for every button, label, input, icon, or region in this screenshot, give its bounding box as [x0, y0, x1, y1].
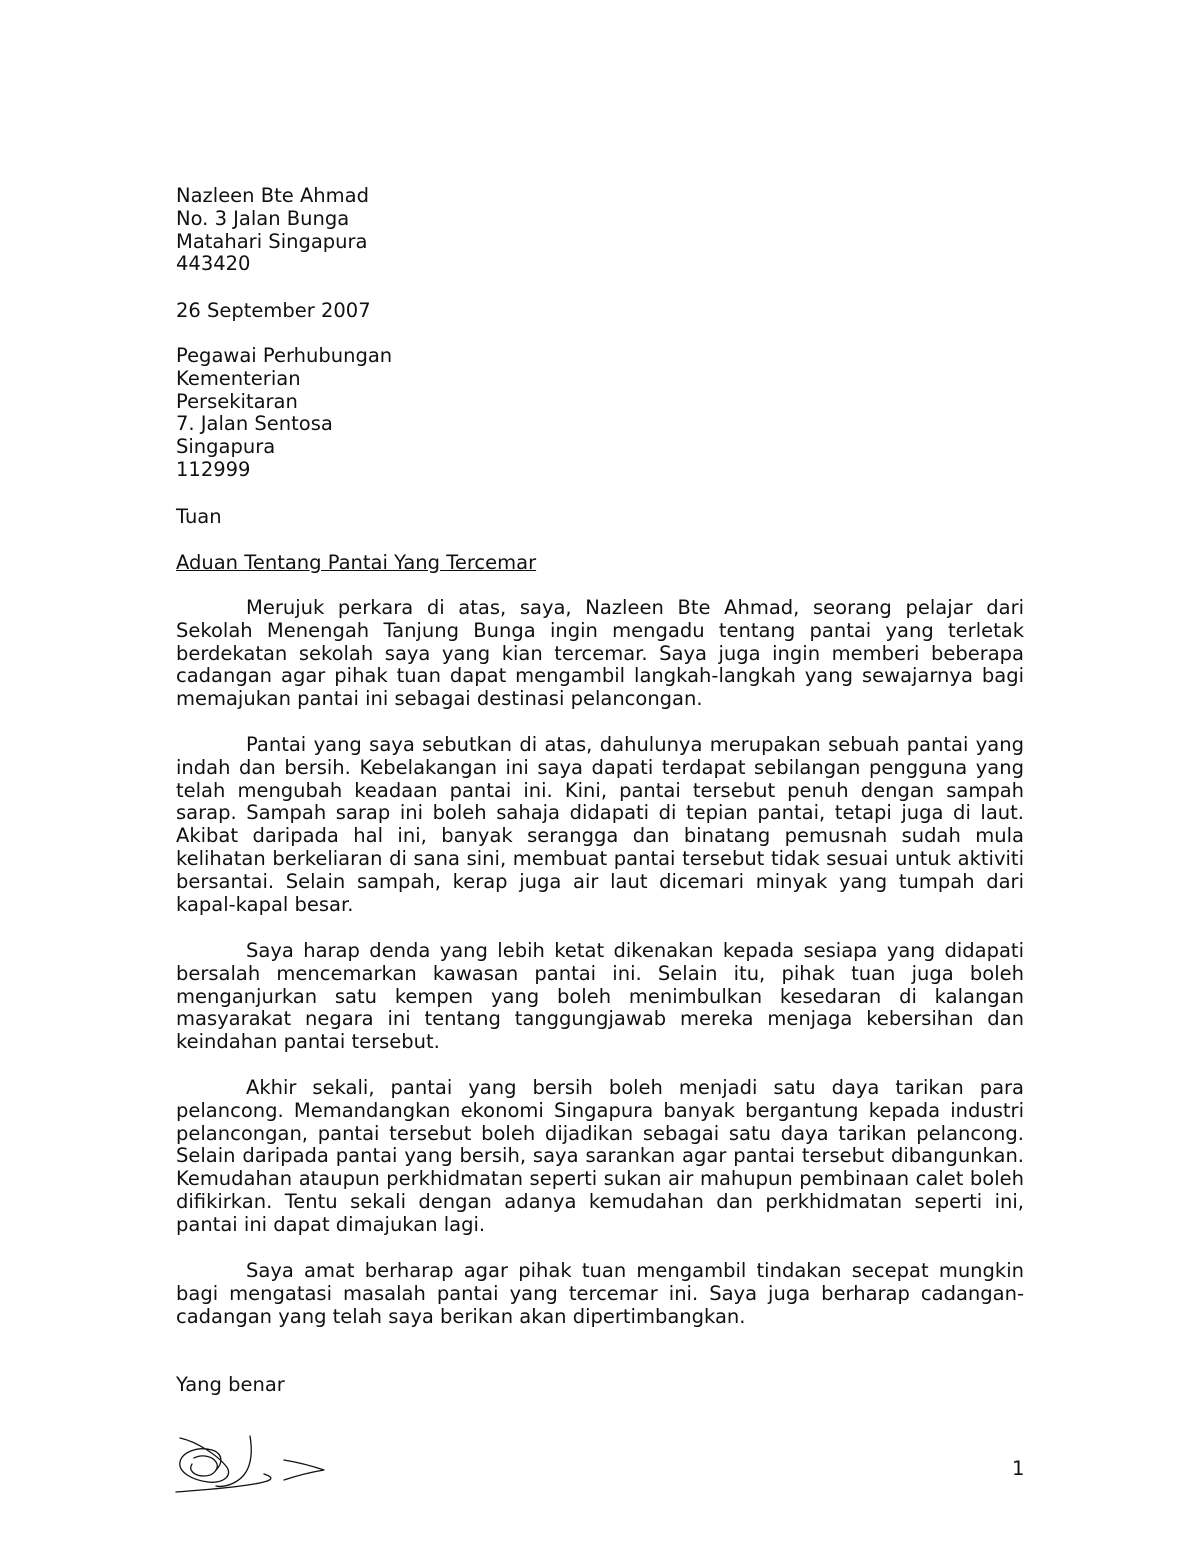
body-paragraph-2: Pantai yang saya sebutkan di atas, dahulunya merupakan sebuah pantai yang indah dan bersih. Kebelakangan ini saya dapati terdapat sebilangan pengguna yang telah mengubah keadaan pantai ini. Kini, pantai tersebut penuh dengan sampah sarap. Sampah sarap ini boleh sahaja didapati di tepian pantai, tetapi juga di laut. Akibat daripada hal ini, banyak serangga dan binatang pemusnah sudah mula kelihatan berkeliaran di sana sini, membuat pantai tersebut tidak sesuai untuk aktiviti bersantai. Selain sampah, kerap juga air laut dicemari minyak yang tumpah dari kapal-kapal besar.: [176, 733, 1024, 916]
letter-body-2: [176, 734, 1024, 916]
letter-date: [176, 300, 1024, 323]
recipient-address: [176, 345, 1024, 482]
recipient-department: Persekitaran: [176, 389, 298, 413]
salutation-text: Tuan: [176, 505, 222, 528]
body-paragraph-4: Akhir sekali, pantai yang bersih boleh menjadi satu daya tarikan para pelancong. Memandangkan ekonomi Singapura banyak bergantung kepada industri pelancongan, pantai tersebut boleh dijadikan sebagai satu daya tarikan pelancong. Selain daripada pantai yang bersih, saya sarankan agar pantai tersebut dibangunkan. Kemudahan ataupun perkhidmatan seperti sukan air mahupun pembinaan calet boleh difikirkan. Tentu sekali dengan adanya kemudahan dan perkhidmatan seperti ini, pantai ini dapat dimajukan lagi.: [176, 1076, 1024, 1236]
sender-address: [176, 185, 1024, 276]
letter-body-5: [176, 1260, 1024, 1328]
recipient-title: Pegawai Perhubungan: [176, 344, 393, 367]
salutation: [176, 506, 1024, 529]
sender-city: Matahari Singapura: [176, 229, 368, 253]
page-number: 1: [1012, 1457, 1025, 1480]
body-paragraph-1: Merujuk perkara di atas, saya, Nazleen Bte Ahmad, seorang pelajar dari Sekolah Menengah Tanjung Bunga ingin mengadu tentang pantai yang terletak berdekatan sekolah saya yang kian tercemar. Saya juga ingin memberi beberapa cadangan agar pihak tuan dapat mengambil langkah-langkah yang sewajarnya bagi memajukan pantai ini sebagai destinasi pelancongan.: [176, 596, 1024, 711]
closing: [176, 1374, 1024, 1397]
sender-postcode: 443420: [176, 252, 251, 276]
subject-text: Aduan Tentang Pantai Yang Tercemar: [176, 551, 537, 574]
handwritten-signature: [172, 1432, 332, 1498]
recipient-street: 7. Jalan Sentosa: [176, 412, 333, 436]
letter-body-4: [176, 1077, 1024, 1237]
letter-body: [176, 597, 1024, 711]
letter-body-3: [176, 940, 1024, 1054]
sender-name: Nazleen Bte Ahmad: [176, 184, 369, 207]
body-paragraph-5: Saya amat berharap agar pihak tuan mengambil tindakan secepat mungkin bagi mengatasi masalah pantai yang tercemar ini. Saya juga berharap cadangan-cadangan yang telah saya berikan akan dipertimbangkan.: [176, 1259, 1024, 1328]
date-text: 26 September 2007: [176, 299, 371, 322]
closing-text: Yang benar: [176, 1373, 285, 1396]
recipient-postcode: 112999: [176, 457, 251, 481]
recipient-city: Singapura: [176, 435, 276, 459]
sender-street: No. 3 Jalan Bunga: [176, 206, 350, 230]
subject-line: [176, 552, 1024, 575]
recipient-ministry: Kementerian: [176, 366, 301, 390]
body-paragraph-3: Saya harap denda yang lebih ketat dikenakan kepada sesiapa yang didapati bersalah mencemarkan kawasan pantai ini. Selain itu, pihak tuan juga boleh menganjurkan satu kempen yang boleh menimbulkan kesedaran di kalangan masyarakat negara ini tentang tanggungjawab mereka menjaga kebersihan dan keindahan pantai tersebut.: [176, 939, 1024, 1054]
